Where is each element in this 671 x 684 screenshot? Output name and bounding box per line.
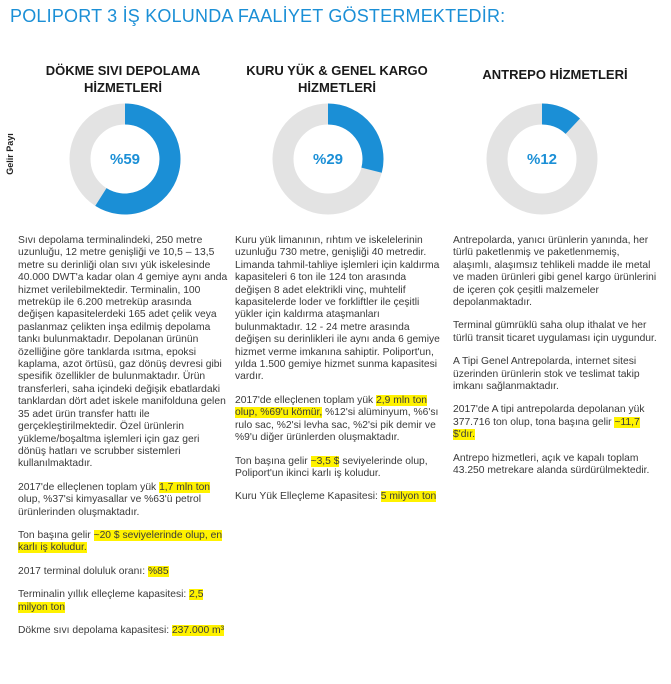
column-heading-liquid-storage: DÖKME SIVI DEPOLAMA HİZMETLERİ <box>45 63 201 95</box>
donut-svg <box>486 103 598 215</box>
donut-svg <box>272 103 384 215</box>
paragraph-text: 2017'de elleçlenen toplam yük <box>18 481 160 493</box>
donut-percentage-label: %29 <box>312 151 344 168</box>
paragraph <box>18 482 230 519</box>
column-heading-dry-bulk: KURU YÜK & GENEL KARGO HİZMETLERİ <box>246 63 428 95</box>
paragraph <box>453 404 658 441</box>
paragraph <box>18 589 230 614</box>
paragraph: Antrepo hizmetleri, açık ve kapalı toplam 43.250 metrekare alanda sürdürülmektedir. <box>453 452 650 477</box>
paragraph <box>18 530 230 555</box>
highlighted-value: 1,7 mln ton <box>159 481 211 493</box>
paragraph <box>235 491 441 503</box>
highlighted-value: 2,9 mln ton olup, %69'u kömür, <box>235 394 428 419</box>
revenue-share-label: Gelir Payı <box>5 133 15 175</box>
paragraph-text: 2017 terminal doluluk oranı: <box>18 565 148 577</box>
highlighted-value: %85 <box>147 565 169 577</box>
donut-svg <box>69 103 181 215</box>
paragraph <box>235 456 441 481</box>
donut-percentage-label: %12 <box>526 151 558 168</box>
column-heading-warehouse: ANTREPO HİZMETLERİ <box>482 67 628 82</box>
donut-chart-dry-bulk <box>272 103 384 215</box>
donut-share-arc <box>542 114 573 126</box>
highlighted-value: ~3,5 $ <box>310 455 340 467</box>
highlighted-value: ~11,7 $'dır. <box>453 416 640 441</box>
highlighted-value: 5 milyon ton <box>380 491 437 503</box>
donut-chart-warehouse <box>486 103 598 215</box>
paragraph: A Tipi Genel Antrepolarda, internet sitesi üzerinden ürünlerin stok ve teslimat takip imkanı sağlanmaktadır. <box>453 356 640 393</box>
paragraph-text: Dökme sıvı depolama kapasitesi: <box>18 624 172 636</box>
paragraph-text: Kuru Yük Elleçleme Kapasitesi: <box>235 491 381 503</box>
paragraph: Antrepolarda, yanıcı ürünlerin yanında, her türlü paketlenmiş ve paketlenmemiş, alaşımlı, alaşımsız tehlikeli madde ile metal ve maden ürünleri gibi genel kargo ürünlerini de içeren çok çeşitli malzemeler depolanmaktadır. <box>453 235 657 309</box>
column-text-dry-bulk <box>235 235 441 515</box>
paragraph <box>235 395 441 445</box>
donut-chart-liquid-storage <box>69 103 181 215</box>
column-text-warehouse <box>453 235 658 489</box>
paragraph-text: %12'si alüminyum, %6'sı rulo sac, %2'si levha sac, %2'si pik demir ve %9'u diğer ürünlerden oluşmaktadır. <box>235 407 439 444</box>
paragraph-text: Ton başına gelir <box>18 529 94 541</box>
paragraph-text: 2017'de elleçlenen toplam yük <box>235 394 377 406</box>
donut-percentage-label: %59 <box>109 151 141 168</box>
paragraph: Kuru yük limanının, rıhtım ve iskelelerinin uzunluğu 730 metre, genişliği 40 metredir. Limanda tahmil-tahliye işlemleri için kaldırma kapasiteleri 6 ton ile 124 ton arasında değişen 8 adet elektrikli vinç, muhtelif kapasitelerde loder ve forkliftler ile çeşitli yükler için kaldırma ataşmanları bulunmaktadır. 12 - 24 metre arasında değişen su derinlikleri ile aynı anda 6 gemiye hizmet verme imkanına sahiptir. Poliport'un, yılda 1.500 gemiye hizmet sunma kapasitesi vardır. <box>235 235 440 383</box>
highlighted-value: 237.000 m³ <box>171 624 225 636</box>
paragraph: Terminal gümrüklü saha olup ithalat ve her türlü transit ticaret uygulaması için uygundur. <box>453 320 657 344</box>
highlighted-value: 2,5 milyon ton <box>18 589 204 613</box>
paragraph-text: olup, %37'si kimyasallar ve %63'ü petrol ürünlerinden oluşmaktadır. <box>18 494 202 518</box>
paragraph <box>18 566 230 578</box>
highlighted-value: ~20 $ seviyelerinde olup, en karlı iş koludur. <box>18 529 223 554</box>
paragraph-text: Terminalin yıllık elleçleme kapasitesi: <box>18 589 190 601</box>
paragraph-text: 2017'de A tipi antrepolarda depolanan yük 377.716 ton olup, tona başına gelir <box>453 404 645 428</box>
column-text-liquid-storage <box>18 235 230 648</box>
paragraph-text: seviyelerinde olup, Poliport'un ikinci karlı iş koludur. <box>235 455 428 479</box>
paragraph-text: Ton başına gelir <box>235 455 311 467</box>
page-title: POLIPORT 3 İŞ KOLUNDA FAALİYET GÖSTERMEKTEDİR: <box>10 6 506 26</box>
paragraph: Sıvı depolama terminalindeki, 250 metre uzunluğu, 12 metre genişliği ve 10,5 – 13,5 metre su derinliği olan sıvı yük iskelesinde 40.000 DWT'a kadar olan 4 gemiye aynı anda hizmet verilebilmektedir. Terminalin, 100 metreküp ile 6.200 metreküp arasında değişen kapasitelerdeki 165 adet çelik veya paslanmaz çelikten inşa edilmiş depolama tankı bulunmaktadır. Depolanan ürünün özelliğine göre tanklarda ısıtma, epoksi kaplama, azot örtüsü, gaz dönüş devresi gibi spesifik özellikler de bulunmaktadır. Ürün transferleri, saha içindeki değişik ebatlardaki tanklardan dört adet iskele manifolduna gelen 35 adet ürün transfer hattı ile gerçekleştirilmektedir. Özel ürünlerin yükleme/boşaltma işlemleri için gaz geri dönüş hatları ve scrubber sistemleri kullanılmaktadır. <box>18 235 228 470</box>
paragraph <box>18 625 230 637</box>
